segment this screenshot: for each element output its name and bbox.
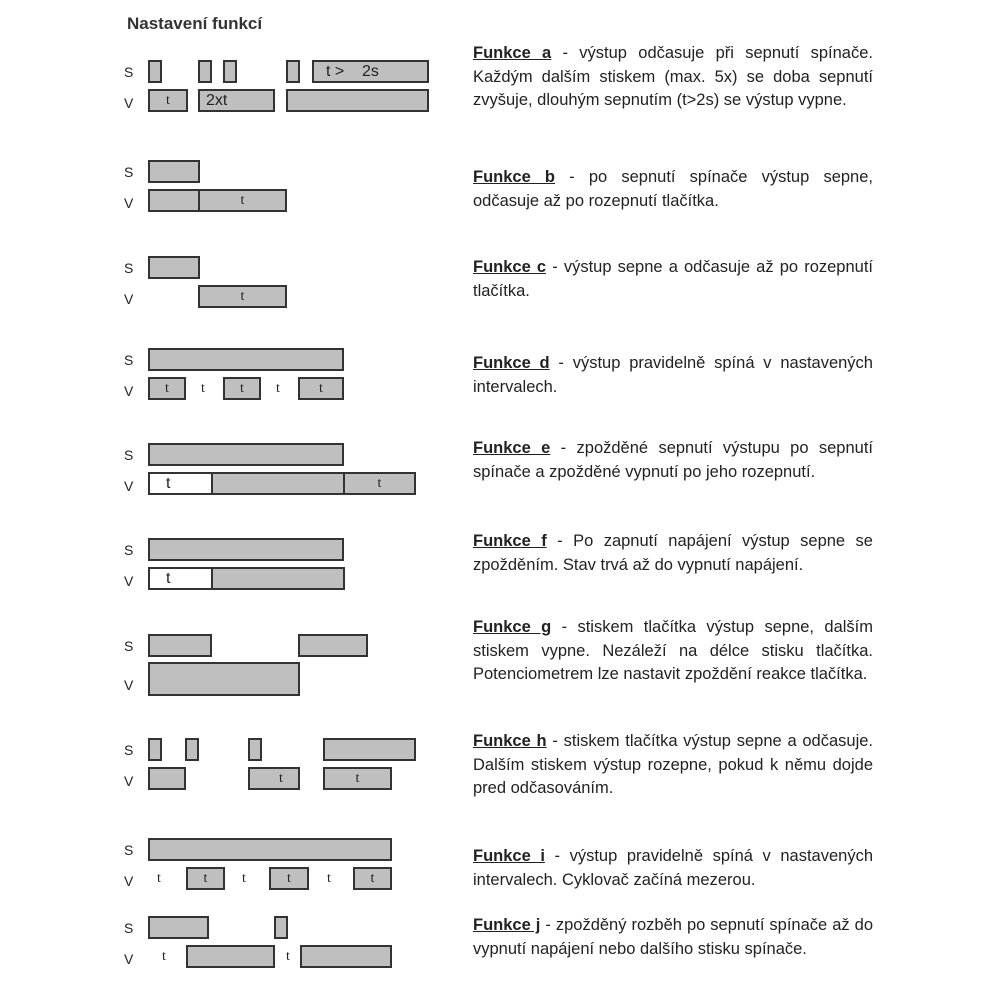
output-pulse bbox=[353, 867, 392, 890]
time-label: t bbox=[319, 381, 323, 396]
output-pulse bbox=[223, 377, 261, 400]
v-row-label: V bbox=[124, 195, 134, 211]
s-row-label: S bbox=[124, 64, 134, 80]
description-function-d bbox=[473, 352, 873, 399]
v-row-label: V bbox=[124, 773, 134, 789]
switch-pulse bbox=[148, 60, 162, 83]
output-pulse bbox=[198, 89, 275, 112]
time-label: t bbox=[166, 570, 171, 587]
time-label-long: t > 2s bbox=[326, 63, 379, 80]
function-heading: Funkce e bbox=[473, 439, 551, 457]
function-text: - zpožděné sepnutí výstupu po sepnutí spínače a zpožděné vypnutí po jeho rozepnutí. bbox=[473, 439, 873, 481]
diagram-function-e bbox=[0, 441, 470, 511]
description-function-f bbox=[473, 530, 873, 577]
output-pulse bbox=[269, 867, 309, 890]
function-text: - výstup odčasuje při sepnutí spínače. Každým dalším stiskem (max. 5x) se doba sepnutí zvyšuje, dlouhým sepnutím (t>2s) se výstup vypne. bbox=[473, 44, 873, 109]
output-pulse bbox=[148, 767, 186, 790]
time-label: t bbox=[240, 381, 244, 396]
description-function-a bbox=[473, 42, 873, 113]
switch-pulse bbox=[274, 916, 288, 939]
diagram-function-j bbox=[0, 914, 470, 984]
switch-pulse bbox=[148, 838, 392, 861]
switch-pulse bbox=[148, 348, 344, 371]
delay-interval bbox=[148, 567, 213, 590]
description-function-j bbox=[473, 914, 873, 961]
s-row-label: S bbox=[124, 447, 134, 463]
switch-pulse bbox=[198, 60, 212, 83]
time-label: t bbox=[279, 771, 283, 786]
output-pulse bbox=[286, 89, 429, 112]
function-text: - Po zapnutí napájení výstup sepne se zpožděním. Stav trvá až do vypnutí napájení. bbox=[473, 532, 873, 574]
description-function-b bbox=[473, 166, 873, 213]
time-label: t bbox=[240, 193, 245, 208]
function-heading: Funkce b bbox=[473, 168, 556, 186]
s-row-label: S bbox=[124, 638, 134, 654]
function-heading: Funkce h bbox=[473, 732, 547, 750]
function-text: - zpožděný rozběh po sepnutí spínače až do vypnutí napájení nebo dalšího stisku spínače. bbox=[473, 916, 873, 958]
switch-pulse bbox=[223, 60, 237, 83]
output-pulse bbox=[148, 89, 188, 112]
output-pulse bbox=[148, 662, 300, 696]
v-row-label: V bbox=[124, 95, 134, 111]
function-heading: Funkce a bbox=[473, 44, 552, 62]
diagram-function-i bbox=[0, 836, 470, 906]
diagram-function-d bbox=[0, 346, 470, 416]
function-text: - výstup sepne a odčasuje až po rozepnutí tlačítka. bbox=[473, 258, 873, 300]
v-row-label: V bbox=[124, 291, 134, 307]
gap-time-label: t bbox=[157, 871, 161, 886]
function-heading: Funkce c bbox=[473, 258, 547, 276]
s-row-label: S bbox=[124, 260, 134, 276]
switch-pulse bbox=[248, 738, 262, 761]
gap-time-label: t bbox=[242, 871, 246, 886]
function-text: - stiskem tlačítka výstup sepne a odčasuje. Dalším stiskem výstup rozepne, pokud k němu dojde pred odčasováním. bbox=[473, 732, 874, 797]
output-pulse bbox=[343, 472, 416, 495]
switch-pulse bbox=[298, 634, 368, 657]
s-row-label: S bbox=[124, 920, 134, 936]
diagram-function-a bbox=[0, 58, 470, 128]
time-label: t bbox=[203, 871, 208, 886]
output-pulse bbox=[300, 945, 392, 968]
description-function-c bbox=[473, 256, 873, 303]
time-label: t bbox=[370, 871, 375, 886]
function-text: - stiskem tlačítka výstup sepne, dalším stiskem vypne. Nezáleží na délce stisku tlačítka. Potenciometrem lze nastavit zpoždění reakce tlačítka. bbox=[473, 618, 873, 683]
diagram-function-b bbox=[0, 158, 470, 228]
description-function-e bbox=[473, 437, 873, 484]
output-pulse bbox=[198, 285, 287, 308]
output-pulse bbox=[211, 472, 345, 495]
switch-pulse bbox=[148, 443, 344, 466]
v-row-label: V bbox=[124, 478, 134, 494]
s-row-label: S bbox=[124, 842, 134, 858]
diagram-function-f bbox=[0, 536, 470, 606]
v-row-label: V bbox=[124, 951, 134, 967]
description-function-i bbox=[473, 845, 873, 892]
switch-pulse bbox=[185, 738, 199, 761]
time-label: t bbox=[166, 93, 170, 108]
function-heading: Funkce d bbox=[473, 354, 550, 372]
function-heading: Funkce j bbox=[473, 916, 541, 934]
gap-time-label: t bbox=[162, 949, 166, 964]
function-heading: Funkce f bbox=[473, 532, 547, 550]
function-text: - výstup pravidelně spíná v nastavených intervalech. Cyklovač začíná mezerou. bbox=[473, 847, 873, 889]
output-pulse bbox=[148, 377, 186, 400]
power-pulse bbox=[148, 538, 344, 561]
v-row-label: V bbox=[124, 573, 134, 589]
switch-pulse bbox=[148, 738, 162, 761]
description-function-h bbox=[473, 730, 873, 801]
gap-time-label: t bbox=[286, 949, 290, 964]
output-pulse bbox=[186, 945, 275, 968]
time-label: t bbox=[355, 771, 360, 786]
s-row-label: S bbox=[124, 542, 134, 558]
gap-time-label: t bbox=[201, 381, 205, 396]
switch-pulse bbox=[286, 60, 300, 83]
time-label: t bbox=[240, 289, 245, 304]
gap-time-label: t bbox=[276, 381, 280, 396]
output-pulse bbox=[248, 767, 300, 790]
switch-pulse bbox=[148, 256, 200, 279]
output-pulse bbox=[148, 189, 200, 212]
diagram-function-h bbox=[0, 736, 470, 806]
switch-pulse bbox=[148, 916, 209, 939]
time-label: t bbox=[377, 476, 382, 491]
output-pulse bbox=[198, 189, 287, 212]
time-label: t bbox=[287, 871, 291, 886]
output-pulse bbox=[298, 377, 344, 400]
time-label-double: 2xt bbox=[206, 92, 228, 109]
switch-pulse bbox=[148, 634, 212, 657]
delay-interval bbox=[148, 472, 213, 495]
function-text: - po sepnutí spínače výstup sepne, odčasuje až po rozepnutí tlačítka. bbox=[473, 168, 873, 210]
output-pulse bbox=[186, 867, 225, 890]
v-row-label: V bbox=[124, 677, 134, 693]
diagram-function-c bbox=[0, 254, 470, 324]
s-row-label: S bbox=[124, 742, 134, 758]
function-heading: Funkce i bbox=[473, 847, 545, 865]
switch-pulse-long bbox=[312, 60, 429, 83]
output-pulse bbox=[211, 567, 345, 590]
page-title: Nastavení funkcí bbox=[127, 14, 263, 33]
v-row-label: V bbox=[124, 383, 134, 399]
description-function-g bbox=[473, 616, 873, 687]
output-pulse bbox=[323, 767, 392, 790]
diagram-function-g bbox=[0, 632, 470, 702]
s-row-label: S bbox=[124, 164, 134, 180]
function-heading: Funkce g bbox=[473, 618, 552, 636]
gap-time-label: t bbox=[327, 871, 331, 886]
switch-pulse bbox=[148, 160, 200, 183]
time-label: t bbox=[165, 381, 169, 396]
switch-pulse bbox=[323, 738, 416, 761]
v-row-label: V bbox=[124, 873, 134, 889]
function-text: - výstup pravidelně spíná v nastavených intervalech. bbox=[473, 354, 873, 396]
time-label: t bbox=[166, 475, 171, 492]
s-row-label: S bbox=[124, 352, 134, 368]
